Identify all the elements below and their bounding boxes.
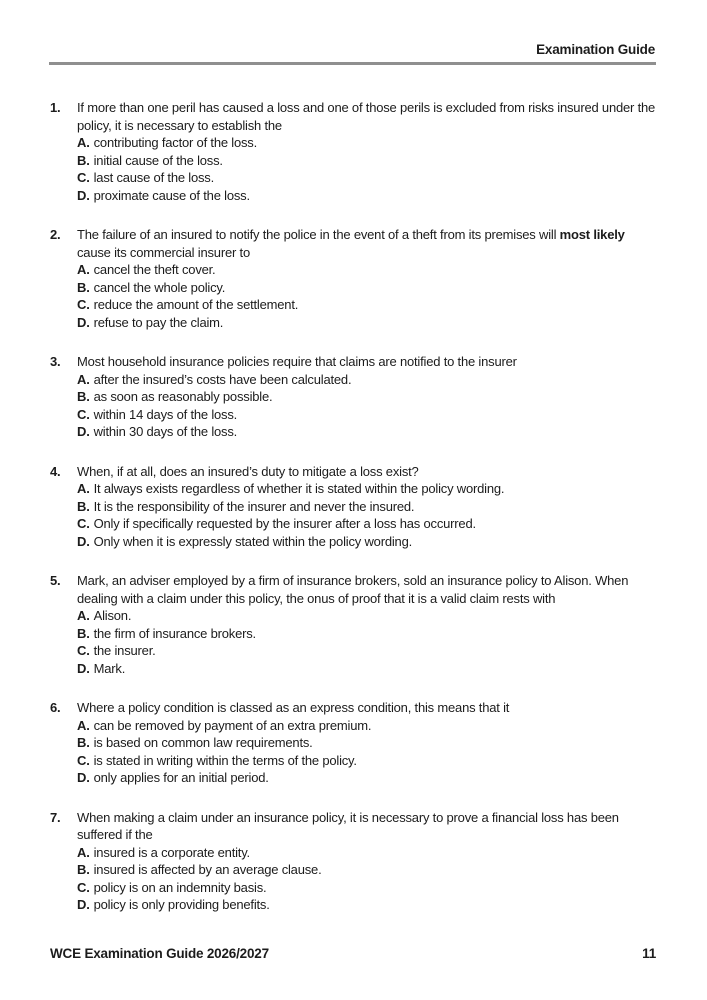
- answer-option: [77, 371, 656, 389]
- option-letter: D.: [77, 533, 90, 549]
- option-text: within 30 days of the loss.: [93, 424, 238, 439]
- page-number: 11: [642, 946, 656, 961]
- stem-text: The failure of an insured to notify the police in the event of a theft from its premises will: [77, 227, 560, 242]
- option-text: Only if specifically requested by the insurer after a loss has occurred.: [93, 516, 476, 531]
- option-letter: C.: [77, 170, 90, 185]
- question-number: 4.: [50, 463, 61, 479]
- option-letter: B.: [77, 862, 90, 877]
- option-text: insured is affected by an average clause.: [93, 862, 322, 877]
- stem-text: cause its commercial insurer to: [77, 244, 250, 260]
- option-text: is based on common law requirements.: [93, 735, 313, 750]
- page-header: [50, 42, 655, 57]
- question-body: [77, 809, 656, 914]
- option-text: It is the responsibility of the insurer and never the insured.: [93, 498, 415, 514]
- option-text: refuse to pay the claim.: [93, 314, 224, 330]
- options-list: [77, 607, 656, 677]
- question-number: 1.: [50, 100, 61, 115]
- page-footer: [50, 946, 656, 961]
- answer-option: [77, 134, 656, 152]
- question-stem: [77, 353, 656, 371]
- question-stem: [77, 572, 656, 607]
- options-list: [77, 261, 656, 331]
- stem-text: Where a policy condition is classed as an express condition, this means that it: [77, 700, 510, 715]
- stem-text: When, if at all, does an insured’s duty to mitigate a loss exist?: [77, 463, 419, 479]
- answer-option: [77, 660, 656, 678]
- option-text: the firm of insurance brokers.: [93, 625, 256, 641]
- option-letter: B.: [77, 498, 90, 514]
- stem-text: Most household insurance policies require that claims are notified to the insurer: [77, 354, 517, 369]
- header-rule: [49, 62, 656, 65]
- option-letter: A.: [77, 717, 90, 733]
- options-list: [77, 844, 656, 914]
- option-letter: C.: [77, 752, 90, 768]
- option-letter: D.: [77, 424, 90, 439]
- option-text: It always exists regardless of whether it is stated within the policy wording.: [93, 481, 505, 496]
- answer-option: [77, 896, 656, 914]
- option-letter: D.: [77, 187, 90, 203]
- question-body: [77, 463, 656, 551]
- option-letter: D.: [77, 660, 90, 676]
- question-stem: [77, 226, 656, 261]
- answer-option: [77, 152, 656, 170]
- option-text: only applies for an initial period.: [93, 770, 269, 785]
- question-block: [50, 99, 656, 204]
- option-text: policy is only providing benefits.: [93, 897, 270, 912]
- question-block: [50, 463, 656, 551]
- question-block: [50, 809, 656, 914]
- option-text: the insurer.: [93, 643, 156, 658]
- option-text: is stated in writing within the terms of the policy.: [93, 752, 357, 768]
- questions-list: [50, 99, 656, 936]
- options-list: [77, 480, 656, 550]
- answer-option: [77, 752, 656, 770]
- answer-option: [77, 879, 656, 897]
- question-number: 5.: [50, 573, 61, 588]
- option-text: within 14 days of the loss.: [93, 406, 238, 422]
- option-text: last cause of the loss.: [93, 170, 215, 185]
- option-letter: A.: [77, 481, 90, 496]
- question-block: [50, 572, 656, 677]
- option-text: after the insured’s costs have been calculated.: [93, 371, 352, 387]
- option-letter: A.: [77, 262, 90, 277]
- question-stem: [77, 699, 656, 717]
- answer-option: [77, 498, 656, 516]
- option-text: cancel the theft cover.: [93, 262, 216, 277]
- option-letter: C.: [77, 297, 90, 312]
- option-letter: A.: [77, 844, 90, 860]
- answer-option: [77, 625, 656, 643]
- question-stem: [77, 99, 656, 134]
- question-body: [77, 99, 656, 204]
- option-text: reduce the amount of the settlement.: [93, 297, 299, 312]
- question-body: [77, 226, 656, 331]
- question-body: [77, 699, 656, 787]
- question-block: [50, 699, 656, 787]
- option-letter: B.: [77, 735, 90, 750]
- option-letter: D.: [77, 897, 90, 912]
- option-letter: B.: [77, 389, 90, 404]
- option-letter: C.: [77, 406, 90, 422]
- answer-option: [77, 607, 656, 625]
- option-text: contributing factor of the loss.: [93, 135, 258, 150]
- answer-option: [77, 296, 656, 314]
- footer-title: WCE Examination Guide 2026/2027: [50, 946, 269, 961]
- question-number: 2.: [50, 227, 61, 242]
- option-text: Only when it is expressly stated within the policy wording.: [93, 533, 413, 549]
- answer-option: [77, 388, 656, 406]
- options-list: [77, 134, 656, 204]
- question-number: 7.: [50, 809, 61, 825]
- question-stem: [77, 809, 656, 844]
- stem-text: most likely: [559, 227, 625, 242]
- option-text: as soon as reasonably possible.: [93, 389, 273, 404]
- question-stem: [77, 463, 656, 481]
- answer-option: [77, 406, 656, 424]
- option-letter: A.: [77, 135, 90, 150]
- question-block: [50, 226, 656, 331]
- answer-option: [77, 169, 656, 187]
- stem-text: When making a claim under an insurance policy, it is necessary to prove a financial loss has been suffered if the: [77, 809, 619, 842]
- option-text: policy is on an indemnity basis.: [93, 879, 267, 895]
- question-number: 6.: [50, 700, 61, 715]
- options-list: [77, 371, 656, 441]
- answer-option: [77, 423, 656, 441]
- answer-option: [77, 515, 656, 533]
- option-text: proximate cause of the loss.: [93, 187, 250, 203]
- answer-option: [77, 261, 656, 279]
- option-letter: A.: [77, 608, 90, 623]
- answer-option: [77, 533, 656, 551]
- answer-option: [77, 279, 656, 297]
- option-text: Alison.: [93, 608, 132, 623]
- answer-option: [77, 642, 656, 660]
- question-body: [77, 353, 656, 441]
- answer-option: [77, 480, 656, 498]
- question-body: [77, 572, 656, 677]
- option-letter: D.: [77, 314, 90, 330]
- option-text: Mark.: [93, 660, 126, 676]
- answer-option: [77, 314, 656, 332]
- option-letter: B.: [77, 279, 90, 295]
- answer-option: [77, 734, 656, 752]
- option-text: can be removed by payment of an extra premium.: [93, 717, 372, 733]
- option-letter: A.: [77, 371, 90, 387]
- answer-option: [77, 717, 656, 735]
- question-block: [50, 353, 656, 441]
- answer-option: [77, 861, 656, 879]
- stem-text: Mark, an adviser employed by a firm of insurance brokers, sold an insurance policy to Alison. When dealing with a claim under this policy, the onus of proof that it is a valid claim rests with: [77, 573, 629, 606]
- option-letter: C.: [77, 516, 90, 531]
- option-letter: B.: [77, 625, 90, 641]
- stem-text: If more than one peril has caused a loss and one of those perils is excluded from risks insured under the policy, it is necessary to establish the: [77, 100, 656, 133]
- option-text: cancel the whole policy.: [93, 279, 226, 295]
- option-text: initial cause of the loss.: [93, 152, 223, 168]
- answer-option: [77, 187, 656, 205]
- option-letter: D.: [77, 770, 90, 785]
- answer-option: [77, 769, 656, 787]
- header-title: Examination Guide: [536, 42, 655, 57]
- answer-option: [77, 844, 656, 862]
- options-list: [77, 717, 656, 787]
- option-text: insured is a corporate entity.: [93, 844, 250, 860]
- option-letter: B.: [77, 152, 90, 168]
- question-number: 3.: [50, 354, 61, 369]
- option-letter: C.: [77, 643, 90, 658]
- option-letter: C.: [77, 879, 90, 895]
